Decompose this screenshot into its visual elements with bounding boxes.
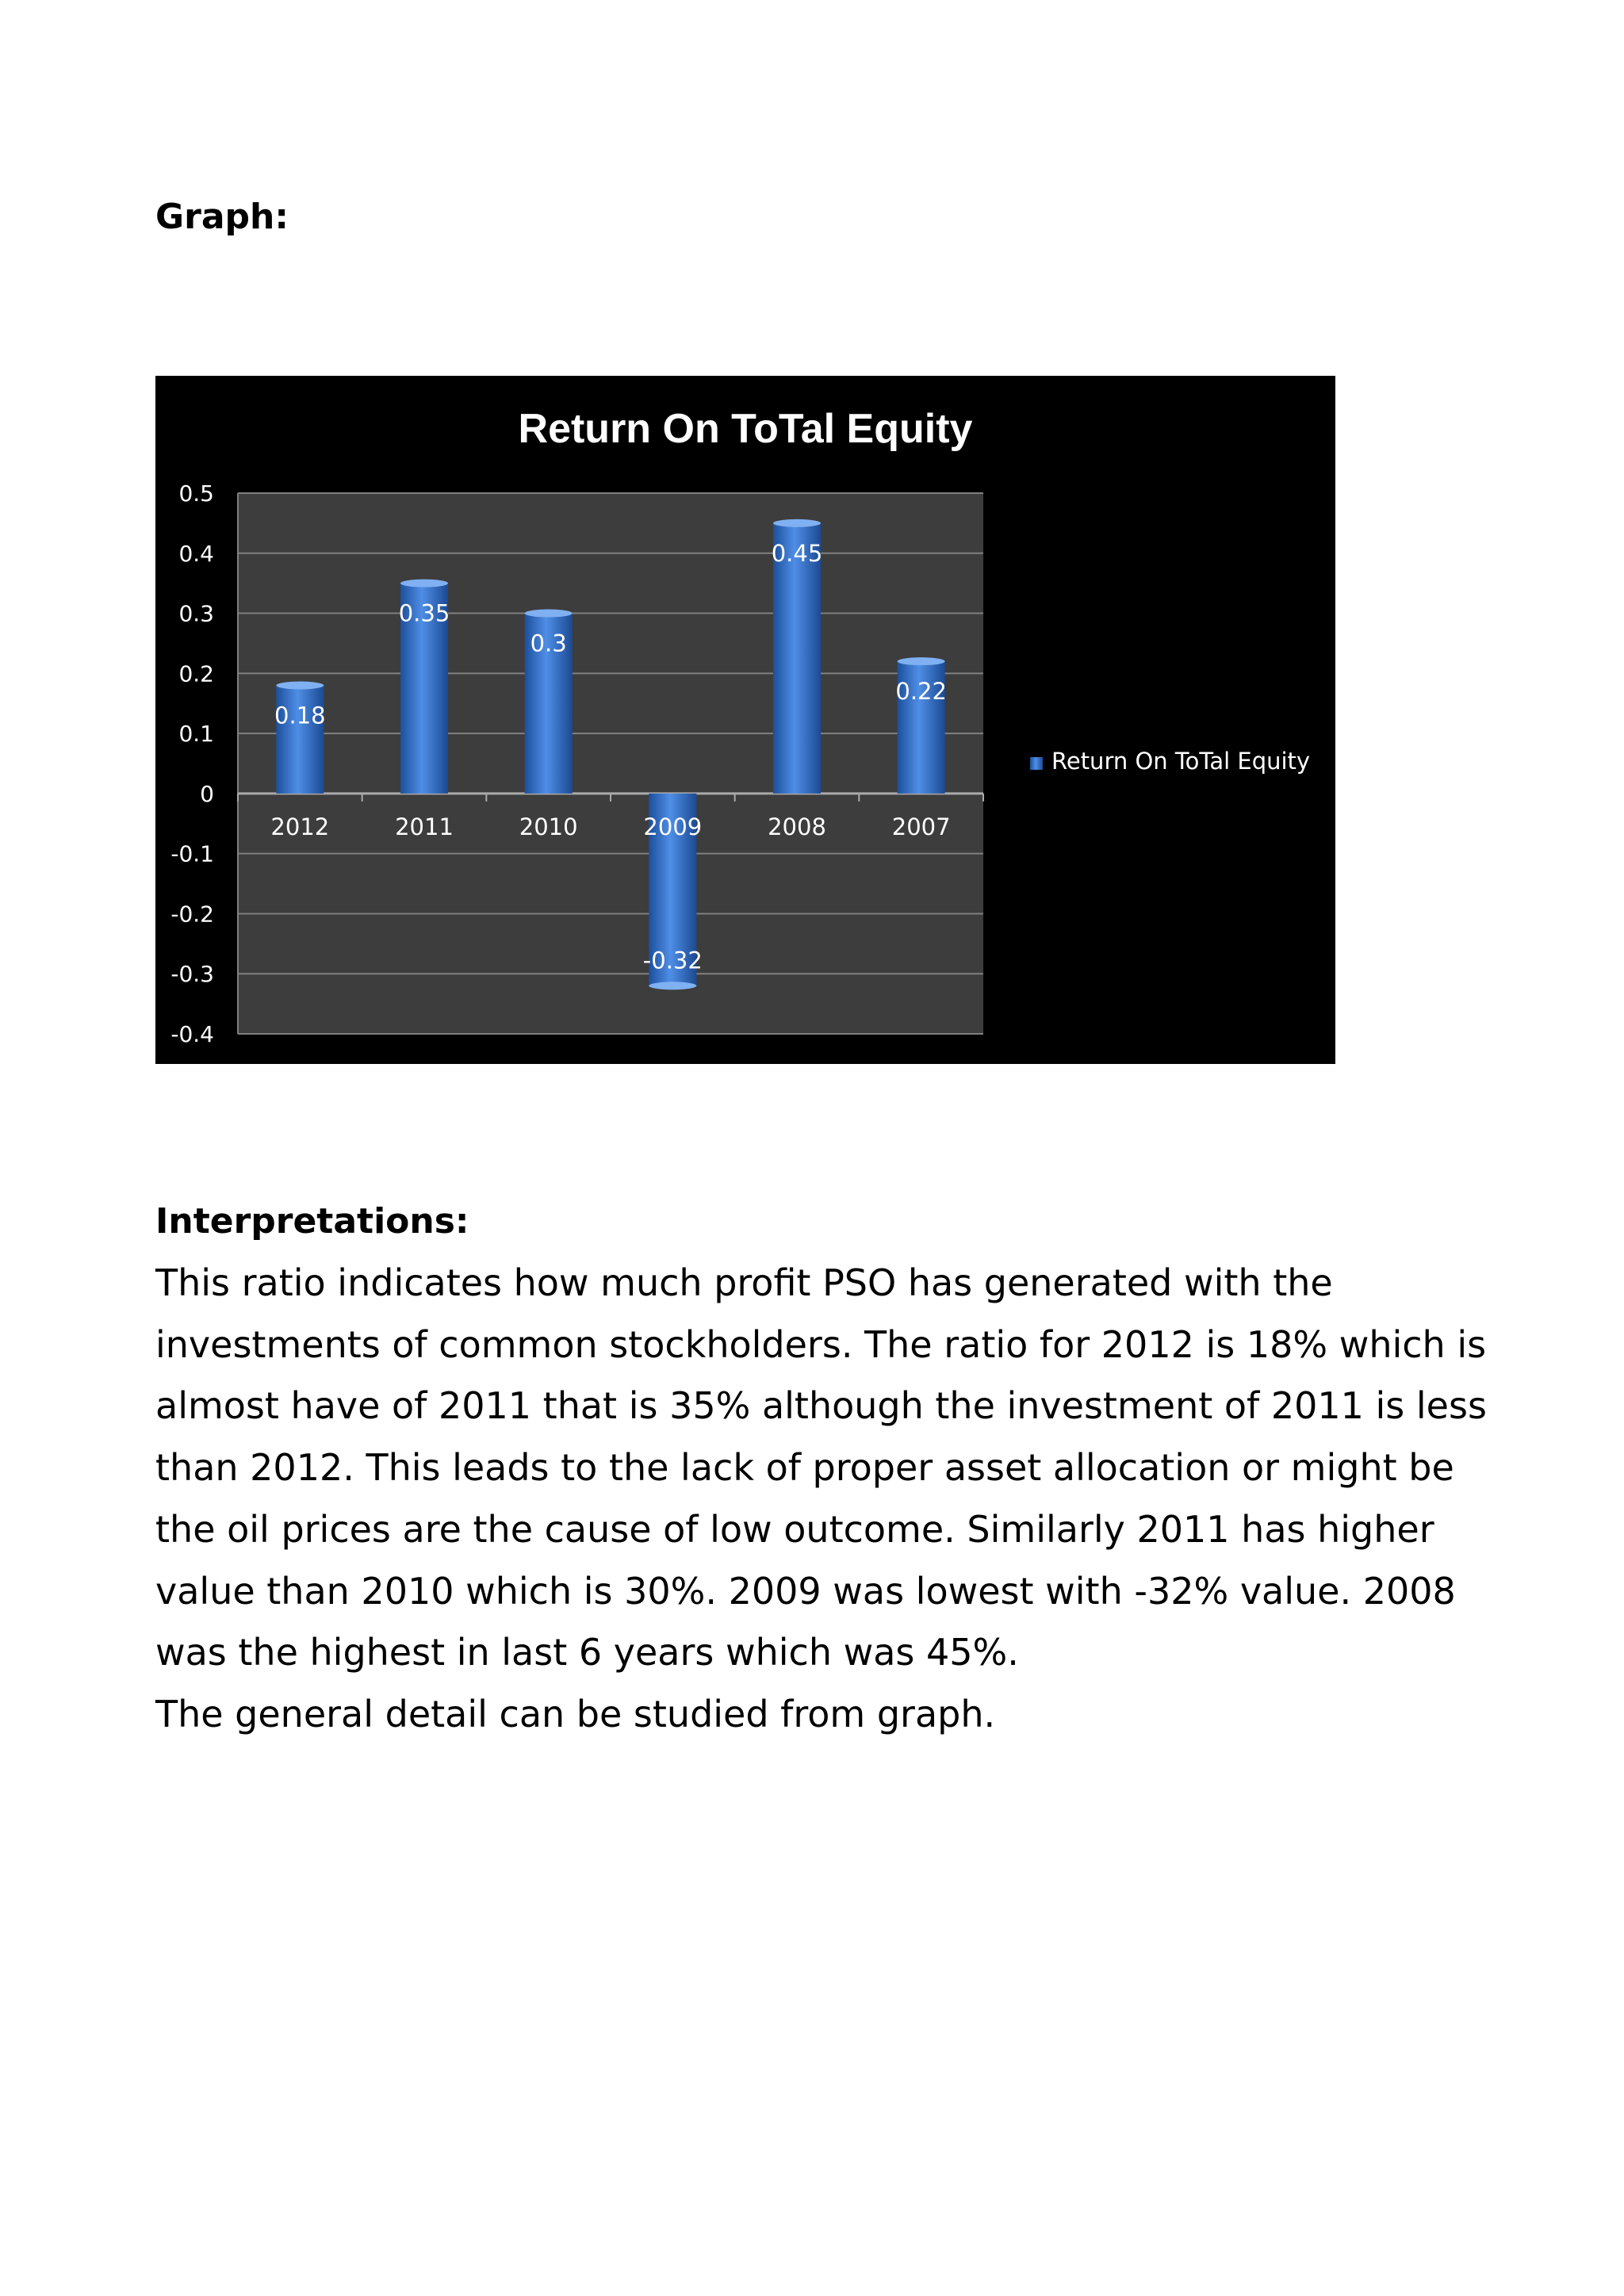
bar-cap xyxy=(525,610,573,618)
body-line: investments of common stockholders. The ratio for 2012 is 18% which is xyxy=(155,1322,1487,1366)
y-tick-label: -0.4 xyxy=(170,1021,214,1047)
x-tick-label: 2011 xyxy=(395,813,454,840)
y-tick-label: 0.1 xyxy=(178,721,214,748)
y-tick-label: 0 xyxy=(200,780,214,807)
body-line: This ratio indicates how much profit PSO has generated with the xyxy=(155,1261,1333,1304)
interpretations-heading: Interpretations: xyxy=(155,1201,469,1242)
bar-cap xyxy=(400,580,448,587)
y-tick-label: 0.5 xyxy=(178,480,214,507)
x-tick-label: 2007 xyxy=(891,813,951,840)
x-tick-label: 2010 xyxy=(519,813,578,840)
plot-area xyxy=(238,493,983,1034)
legend-swatch xyxy=(1030,757,1043,770)
y-tick-label: 0.3 xyxy=(178,600,214,627)
bar-cap xyxy=(773,519,821,527)
interpretations-body xyxy=(155,1253,1488,1746)
data-label: 0.35 xyxy=(398,599,450,627)
body-line: almost have of 2011 that is 35% although the investment of 2011 is less xyxy=(155,1384,1487,1428)
body-line: the oil prices are the cause of low outcome. Similarly 2011 has higher xyxy=(155,1507,1434,1551)
data-label: 0.3 xyxy=(530,629,567,657)
y-tick-labels xyxy=(170,480,214,1047)
legend-label: Return On ToTal Equity xyxy=(1051,748,1311,775)
y-tick-label: -0.1 xyxy=(170,840,214,867)
x-tick-label: 2008 xyxy=(768,813,826,840)
bar-cap xyxy=(276,681,324,689)
bar-cap xyxy=(898,657,945,665)
data-label: 0.18 xyxy=(274,702,326,729)
chart xyxy=(155,376,1335,1064)
x-tick-label: 2009 xyxy=(643,813,703,840)
y-tick-label: 0.4 xyxy=(178,540,214,567)
chart-container xyxy=(155,376,1335,1064)
bar xyxy=(276,681,324,793)
y-tick-label: 0.2 xyxy=(178,660,214,687)
body-line: The general detail can be studied from graph. xyxy=(155,1692,996,1735)
y-tick-label: -0.2 xyxy=(170,901,214,928)
data-label: -0.32 xyxy=(642,947,703,974)
body-line: was the highest in last 6 years which was 45%. xyxy=(155,1631,1019,1674)
chart-title: Return On ToTal Equity xyxy=(518,406,973,452)
data-label: 0.45 xyxy=(771,539,823,567)
body-line: than 2012. This leads to the lack of proper asset allocation or might be xyxy=(155,1446,1454,1490)
bar-cap xyxy=(649,982,696,989)
y-tick-label: -0.3 xyxy=(170,961,214,988)
body-line: value than 2010 which is 30%. 2009 was lowest with -32% value. 2008 xyxy=(155,1569,1456,1613)
x-tick-label: 2012 xyxy=(270,813,330,840)
legend xyxy=(1030,748,1310,775)
data-label: 0.22 xyxy=(895,678,947,706)
graph-heading: Graph: xyxy=(155,197,289,237)
